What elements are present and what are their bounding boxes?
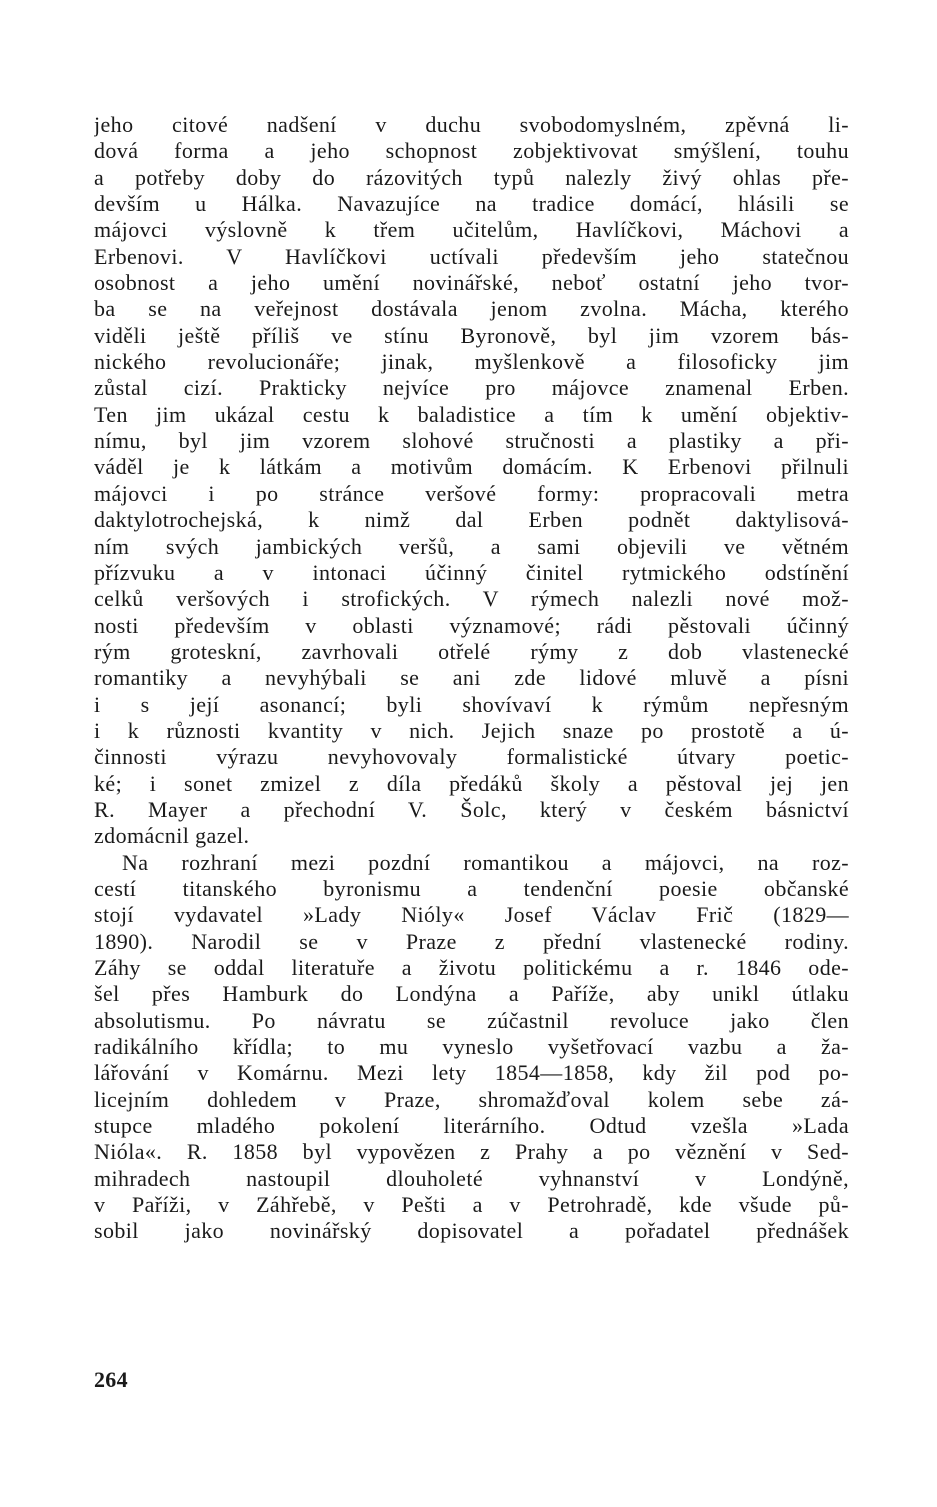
text-line: a potřeby doby do rázovitých typů nalezly živý ohlas pře-	[94, 164, 849, 190]
body-text	[94, 112, 849, 1245]
text-line: stupce mladého pokolení literárního. Odtud vzešla »Lada	[94, 1113, 849, 1139]
text-line: cestí titanského byronismu a tendenční poesie občanské	[94, 875, 849, 901]
text-line: licejním dohledem v Praze, shromažďoval kolem sebe zá-	[94, 1086, 849, 1112]
text-line: sobil jako novinářský dopisovatel a pořadatel přednášek	[94, 1218, 849, 1244]
text-line: jeho citové nadšení v duchu svobodomyslném, zpěvná li-	[94, 112, 849, 137]
text-line: ké; i sonet zmizel z díla předáků školy a pěstoval jej jen	[94, 770, 849, 796]
text-line: činnosti výrazu nevyhovovaly formalistické útvary poetic-	[94, 744, 849, 770]
text-line: i s její asonancí; byli shovívaví k rýmům nepřesným	[94, 691, 849, 717]
text-line: 1890). Narodil se v Praze z přední vlastenecké rodiny.	[94, 928, 849, 954]
text-line: dová forma a jeho schopnost zobjektivovat smýšlení, touhu	[94, 138, 849, 164]
text-line: májovci výslovně k třem učitelům, Havlíčkovi, Máchovi a	[94, 217, 849, 243]
text-line: daktylotrochejská, k nimž dal Erben podnět daktylisová-	[94, 507, 849, 533]
text-line: šel přes Hamburk do Londýna a Paříže, aby unikl útlaku	[94, 981, 849, 1007]
text-line: nosti především v oblasti významové; rádi pěstovali účinný	[94, 612, 849, 638]
text-line: viděli ještě příliš ve stínu Byronově, byl jim vzorem bás-	[94, 322, 849, 348]
text-line: i k různosti kvantity v nich. Jejich snaze po prostotě a ú-	[94, 717, 849, 743]
text-line: v Paříži, v Záhřebě, v Pešti a v Petrohradě, kde všude pů-	[94, 1192, 849, 1218]
text-line: radikálního křídla; to mu vyneslo vyšetřovací vazbu a ža-	[94, 1034, 849, 1060]
text-line: mihradech nastoupil dlouholeté vyhnanství v Londýně,	[94, 1165, 849, 1191]
text-line: absolutismu. Po návratu se zúčastnil revoluce jako člen	[94, 1007, 849, 1033]
text-line: váděl je k látkám a motivům domácím. K Erbenovi přilnuli	[94, 454, 849, 480]
text-line: R. Mayer a přechodní V. Šolc, který v českém básnictví	[94, 796, 849, 822]
text-line: osobnost a jeho umění novinářské, neboť ostatní jeho tvor-	[94, 270, 849, 296]
text-line: nického revolucionáře; jinak, myšlenkově a filosoficky jim	[94, 349, 849, 375]
text-line: zdomácnil gazel.	[94, 823, 250, 849]
page-number: 264	[94, 1367, 128, 1392]
text-line: Ten jim ukázal cestu k baladistice a tím k umění objektiv-	[94, 401, 849, 427]
text-line: Na rozhraní mezi pozdní romantikou a májovci, na roz-	[122, 849, 849, 875]
text-line: romantiky a nevyhýbali se ani zde lidové mluvě a písni	[94, 665, 849, 691]
text-line: celků veršových i strofických. V rýmech nalezli nové mož-	[94, 586, 849, 612]
text-line: Nióla«. R. 1858 byl vypovězen z Prahy a po věznění v Sed-	[94, 1139, 849, 1165]
text-line: Erbenovi. V Havlíčkovi uctívali především jeho statečnou	[94, 243, 849, 269]
text-line: stojí vydavatel »Lady Nióly« Josef Václav Frič (1829—	[94, 902, 849, 928]
text-line: devším u Hálka. Navazujíce na tradice domácí, hlásili se	[94, 191, 849, 217]
text-line: ba se na veřejnost dostávala jenom zvolna. Mácha, kterého	[94, 296, 849, 322]
text-line: lářování v Komárnu. Mezi lety 1854—1858, kdy žil pod po-	[94, 1060, 849, 1086]
text-line: ním svých jambických veršů, a sami objevili ve větném	[94, 533, 849, 559]
text-line: májovci i po stránce veršové formy: propracovali metra	[94, 480, 849, 506]
text-line: nímu, byl jim vzorem slohové stručnosti a plastiky a při-	[94, 428, 849, 454]
text-line: přízvuku a v intonaci účinný činitel rytmického odstínění	[94, 559, 849, 585]
text-line: rým groteskní, zavrhovali otřelé rýmy z dob vlastenecké	[94, 638, 849, 664]
text-line: zůstal cizí. Prakticky nejvíce pro májovce znamenal Erben.	[94, 375, 849, 401]
text-line: Záhy se oddal literatuře a životu politickému a r. 1846 ode-	[94, 955, 849, 980]
